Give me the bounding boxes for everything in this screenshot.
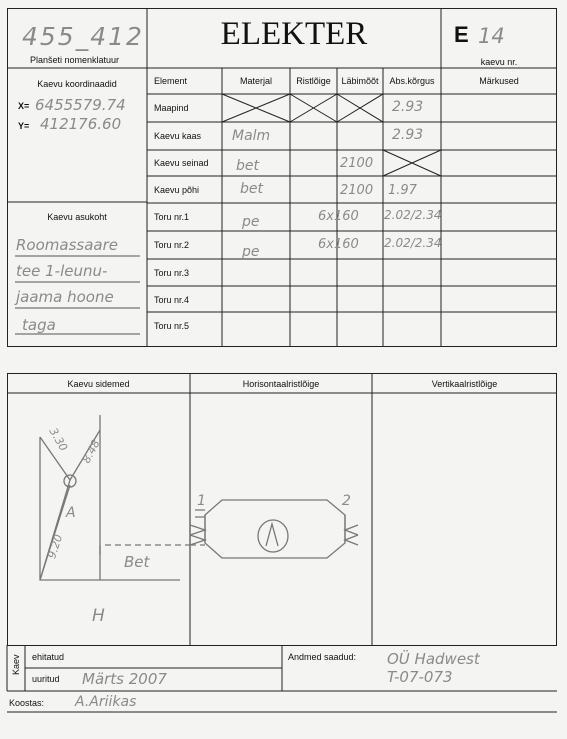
- toru1-abs: 2.02/2.34: [384, 208, 442, 222]
- toru2-abs: 2.02/2.34: [384, 236, 442, 250]
- sketch-bet: Bet: [124, 553, 150, 571]
- pohi-abs: 1.97: [388, 183, 417, 198]
- seinad-labimoot: 2100: [340, 156, 374, 171]
- toru1-materjal: pe: [242, 214, 260, 230]
- well-number-value: 14: [478, 24, 505, 48]
- well-number-label: kaevu nr.: [480, 57, 518, 67]
- row-element-label: Kaevu seinad: [154, 158, 209, 168]
- row-element-label: Toru nr.5: [154, 321, 190, 331]
- sketch-dim-2: 8.48: [79, 437, 103, 466]
- location-line-1: Roomassaare: [16, 236, 118, 254]
- measured-label: uuritud: [32, 674, 60, 684]
- built-label: ehitatud: [32, 652, 65, 662]
- coords-label: Kaevu koordinaadid: [37, 79, 117, 89]
- sketch-letter-a: A: [66, 505, 76, 521]
- measured-value: Märts 2007: [82, 670, 167, 688]
- row-element-label: Toru nr.4: [154, 295, 190, 305]
- location-line-4: taga: [22, 316, 56, 334]
- x-label: X=: [18, 101, 30, 111]
- col-header-markused: Märkused: [479, 76, 519, 86]
- y-label: Y=: [18, 121, 30, 131]
- kaas-abs: 2.93: [392, 127, 424, 143]
- data-source-label: Andmed saadud:: [288, 652, 357, 662]
- nomenclature-value: 455_412: [22, 22, 144, 51]
- sketch-letter-h: H: [92, 606, 105, 626]
- col-header-materjal: Materjal: [239, 76, 272, 86]
- row-element-label: Kaevu põhi: [154, 185, 200, 195]
- maapind-abs: 2.93: [392, 99, 424, 115]
- author-value: A.Ariikas: [75, 694, 137, 710]
- data-source-value-2: T-07-073: [387, 668, 453, 686]
- row-element-label: Kaevu kaas: [154, 131, 202, 141]
- row-element-label: Toru nr.1: [154, 212, 190, 222]
- sketch-dim-3: 9.20: [45, 532, 66, 561]
- pohi-materjal: bet: [240, 181, 263, 197]
- location-line-2: tee 1-leunu-: [16, 262, 108, 280]
- col-header-labimoot: Läbimõõt: [341, 76, 379, 86]
- col-header-ristloige: Ristlõige: [296, 76, 331, 86]
- col-header-element: Element: [154, 76, 188, 86]
- seinad-materjal: bet: [236, 158, 259, 174]
- location-label: Kaevu asukoht: [47, 212, 107, 222]
- well-prefix: E: [454, 22, 469, 47]
- form-title: ELEKTER: [220, 16, 368, 52]
- nomenclature-label: Planšeti nomenklatuur: [30, 55, 120, 65]
- section-vertical: Vertikaalristlõige: [431, 379, 498, 389]
- toru2-ristloige: 6x160: [318, 237, 359, 252]
- author-label: Koostas:: [9, 698, 45, 708]
- toru2-materjal: pe: [242, 244, 260, 260]
- kaas-materjal: Malm: [232, 128, 271, 144]
- data-source-value-1: OÜ Hadwest: [387, 650, 480, 668]
- footer-side-label: Kaev: [11, 654, 21, 675]
- section-horizontal: Horisontaalristlõige: [242, 379, 320, 389]
- section-connections: Kaevu sidemed: [67, 379, 130, 389]
- pohi-labimoot: 2100: [340, 183, 374, 198]
- y-value: 412176.60: [40, 115, 122, 133]
- row-element-label: Toru nr.2: [154, 240, 190, 250]
- row-element-label: Toru nr.3: [154, 268, 190, 278]
- pipe-2-label: 2: [342, 493, 351, 509]
- toru1-ristloige: 6x160: [318, 209, 359, 224]
- x-value: 6455579.74: [35, 96, 126, 114]
- col-header-abs-korgus: Abs.kõrgus: [389, 76, 435, 86]
- row-element-label: Maapind: [154, 103, 189, 113]
- pipe-1-label: 1: [197, 493, 206, 509]
- location-line-3: jaama hoone: [16, 288, 114, 306]
- sketch-dim-1: 3.30: [46, 425, 71, 454]
